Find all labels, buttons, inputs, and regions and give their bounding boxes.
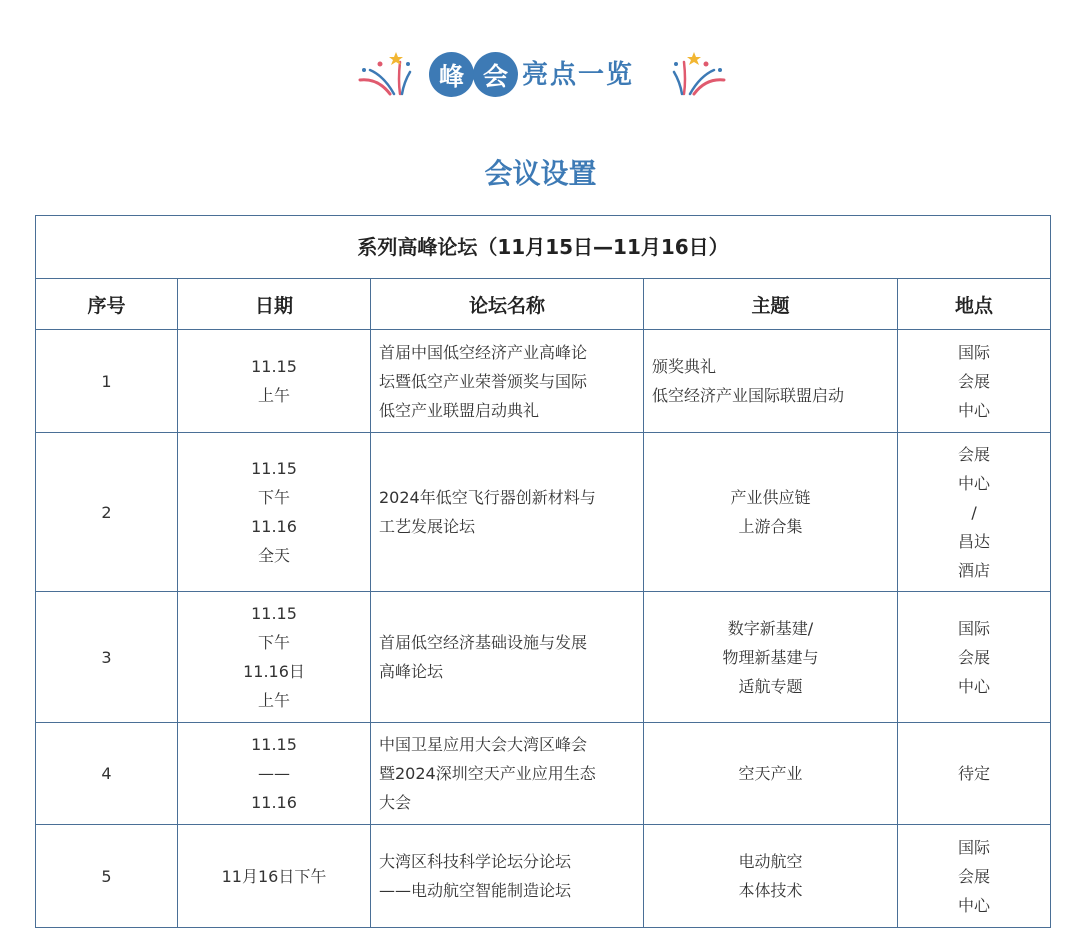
header-number: 序号 — [36, 279, 178, 330]
row-date: 11.15 上午 — [178, 330, 371, 433]
row-venue: 待定 — [898, 723, 1051, 825]
section-title: 会议设置 — [484, 157, 597, 190]
row-number: 4 — [36, 723, 178, 825]
table-row — [36, 592, 1051, 723]
row-forum-name: 首届低空经济基础设施与发展 高峰论坛 — [371, 592, 644, 723]
row-forum-name: 2024年低空飞行器创新材料与 工艺发展论坛 — [371, 433, 644, 592]
banner-char-meet: 会 — [473, 52, 518, 97]
row-forum-name: 首届中国低空经济产业高峰论 坛暨低空产业荣誉颁奖与国际 低空产业联盟启动典礼 — [371, 330, 644, 433]
row-venue: 国际 会展 中心 — [898, 330, 1051, 433]
row-date: 11.15 下午 11.16日 上午 — [178, 592, 371, 723]
header-theme: 主题 — [644, 279, 898, 330]
row-venue: 会展 中心 / 昌达 酒店 — [898, 433, 1051, 592]
row-venue: 国际 会展 中心 — [898, 592, 1051, 723]
table-row — [36, 330, 1051, 433]
forum-schedule-table — [35, 215, 1051, 928]
header-date: 日期 — [178, 279, 371, 330]
banner-subtitle: 亮点一览 — [522, 60, 635, 90]
table-row — [36, 433, 1051, 592]
row-forum-name: 中国卫星应用大会大湾区峰会 暨2024深圳空天产业应用生态 大会 — [371, 723, 644, 825]
fireworks-icon — [356, 50, 414, 96]
row-theme: 数字新基建/ 物理新基建与 适航专题 — [644, 592, 898, 723]
row-theme: 空天产业 — [644, 723, 898, 825]
table-row — [36, 723, 1051, 825]
row-forum-name: 大湾区科技科学论坛分论坛 ——电动航空智能制造论坛 — [371, 825, 644, 928]
row-number: 5 — [36, 825, 178, 928]
header-venue: 地点 — [898, 279, 1051, 330]
row-date: 11.15 —— 11.16 — [178, 723, 371, 825]
row-theme: 产业供应链 上游合集 — [644, 433, 898, 592]
fireworks-icon — [670, 50, 728, 96]
highlights-banner — [0, 44, 1081, 106]
row-date: 11月16日下午 — [178, 825, 371, 928]
row-venue: 国际 会展 中心 — [898, 825, 1051, 928]
table-caption: 系列高峰论坛（11月15日—11月16日） — [36, 216, 1051, 279]
banner-char-peak: 峰 — [429, 52, 474, 97]
row-number: 2 — [36, 433, 178, 592]
row-date: 11.15 下午 11.16 全天 — [178, 433, 371, 592]
row-number: 1 — [36, 330, 178, 433]
table-row — [36, 825, 1051, 928]
row-theme: 颁奖典礼 低空经济产业国际联盟启动 — [644, 330, 898, 433]
header-forum-name: 论坛名称 — [371, 279, 644, 330]
row-theme: 电动航空 本体技术 — [644, 825, 898, 928]
row-number: 3 — [36, 592, 178, 723]
